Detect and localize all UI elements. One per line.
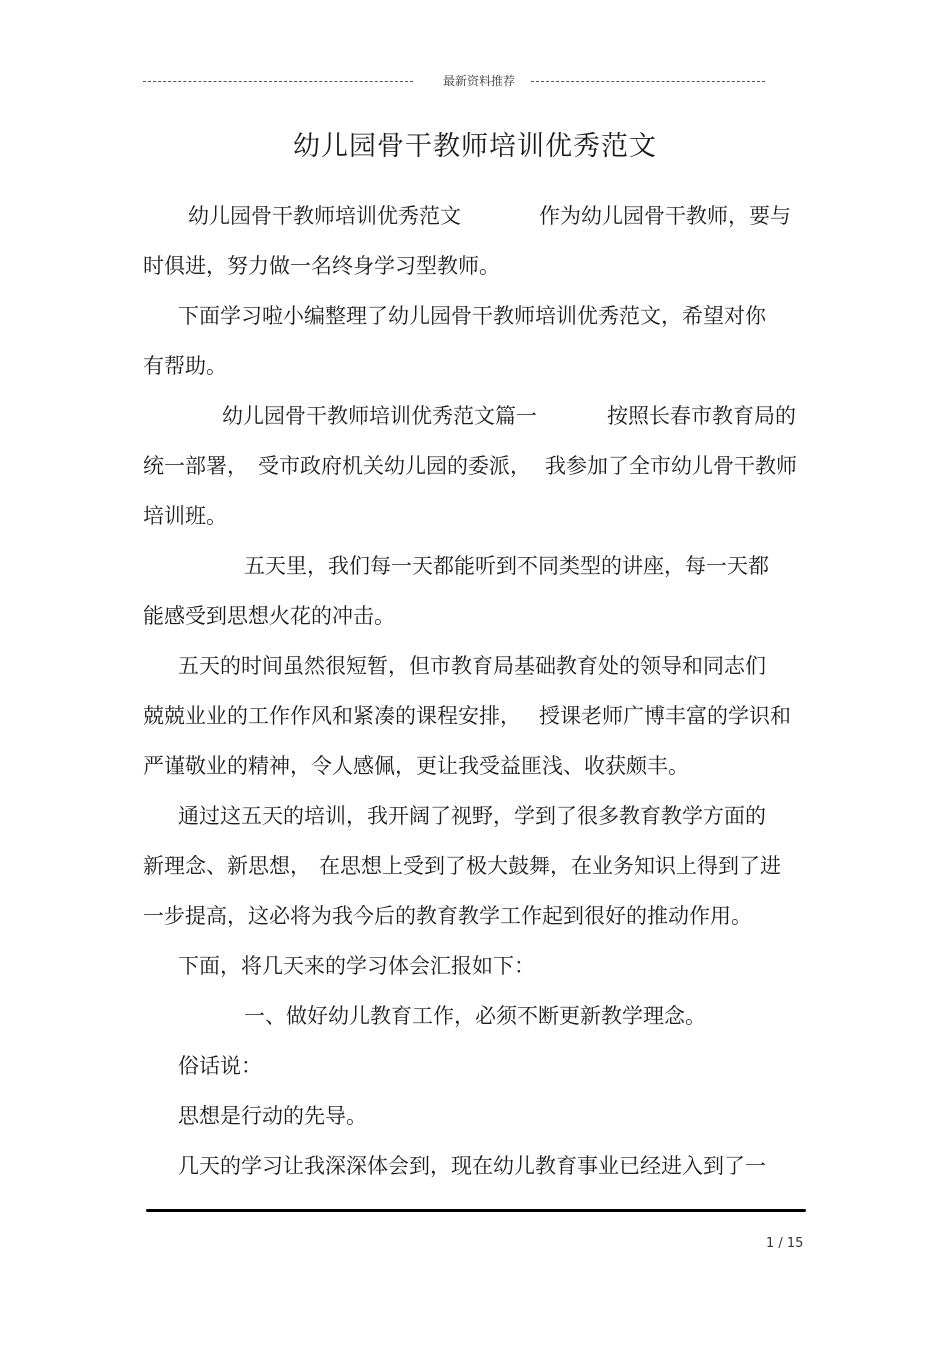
body-line: 培训班。: [143, 504, 227, 528]
body-line: 下面，将几天来的学习体会汇报如下：: [178, 954, 535, 978]
body-line: 几天的学习让我深深体会到，现在幼儿教育事业已经进入到了一: [178, 1154, 766, 1178]
line-segment: 新理念、新思想，: [143, 854, 311, 878]
body-line: [222, 401, 796, 431]
body-line: 有帮助。: [143, 354, 227, 378]
line-segment: 统一部署，: [143, 454, 248, 478]
body-line: 五天里，我们每一天都能听到不同类型的讲座，每一天都: [244, 554, 769, 578]
line-segment: 幼儿园骨干教师培训优秀范文: [188, 204, 461, 228]
body-line: 一步提高，这必将为我今后的教育教学工作起到很好的推动作用。: [143, 904, 752, 928]
body-line: 下面学习啦小编整理了幼儿园骨干教师培训优秀范文，希望对你: [178, 304, 766, 328]
header-divider-left: [143, 81, 413, 82]
body-line: [143, 851, 781, 881]
body-line: 严谨敬业的精神，令人感佩，更让我受益匪浅、收获颇丰。: [143, 754, 689, 778]
body-line: 通过这五天的培训，我开阔了视野，学到了很多教育教学方面的: [178, 804, 766, 828]
line-segment: 在思想上受到了极大鼓舞，在业务知识上得到了进: [319, 854, 781, 878]
footer-divider: [146, 1209, 806, 1212]
body-line: 五天的时间虽然很短暂，但市教育局基础教育处的领导和同志们: [178, 654, 766, 678]
body-line: 能感受到思想火花的冲击。: [143, 604, 395, 628]
body-line: [143, 451, 797, 481]
line-segment: 按照长春市教育局的: [607, 404, 796, 428]
body-line: [143, 701, 791, 731]
line-segment: 兢兢业业的工作作风和紧凑的课程安排，: [143, 704, 521, 728]
section-heading: 一、做好幼儿教育工作，必须不断更新教学理念。: [244, 1004, 706, 1028]
page-number: 1 / 15: [766, 1236, 804, 1251]
line-segment: 授课老师广博丰富的学识和: [539, 704, 791, 728]
line-segment: 作为幼儿园骨干教师，要与: [539, 204, 791, 228]
body-line: 时俱进，努力做一名终身学习型教师。: [143, 254, 500, 278]
line-segment: 受市政府机关幼儿园的委派，: [258, 454, 531, 478]
body-line: 俗话说：: [178, 1054, 262, 1078]
body-line: [188, 201, 791, 231]
line-segment: 幼儿园骨干教师培训优秀范文篇一: [222, 404, 537, 428]
header-divider-right: [531, 81, 765, 82]
header-text: 最新资料推荐: [443, 74, 516, 88]
line-segment: 我参加了全市幼儿骨干教师: [545, 454, 797, 478]
document-title: 幼儿园骨干教师培训优秀范文: [293, 131, 657, 162]
body-line: 思想是行动的先导。: [178, 1104, 367, 1128]
page-header: [143, 70, 765, 92]
